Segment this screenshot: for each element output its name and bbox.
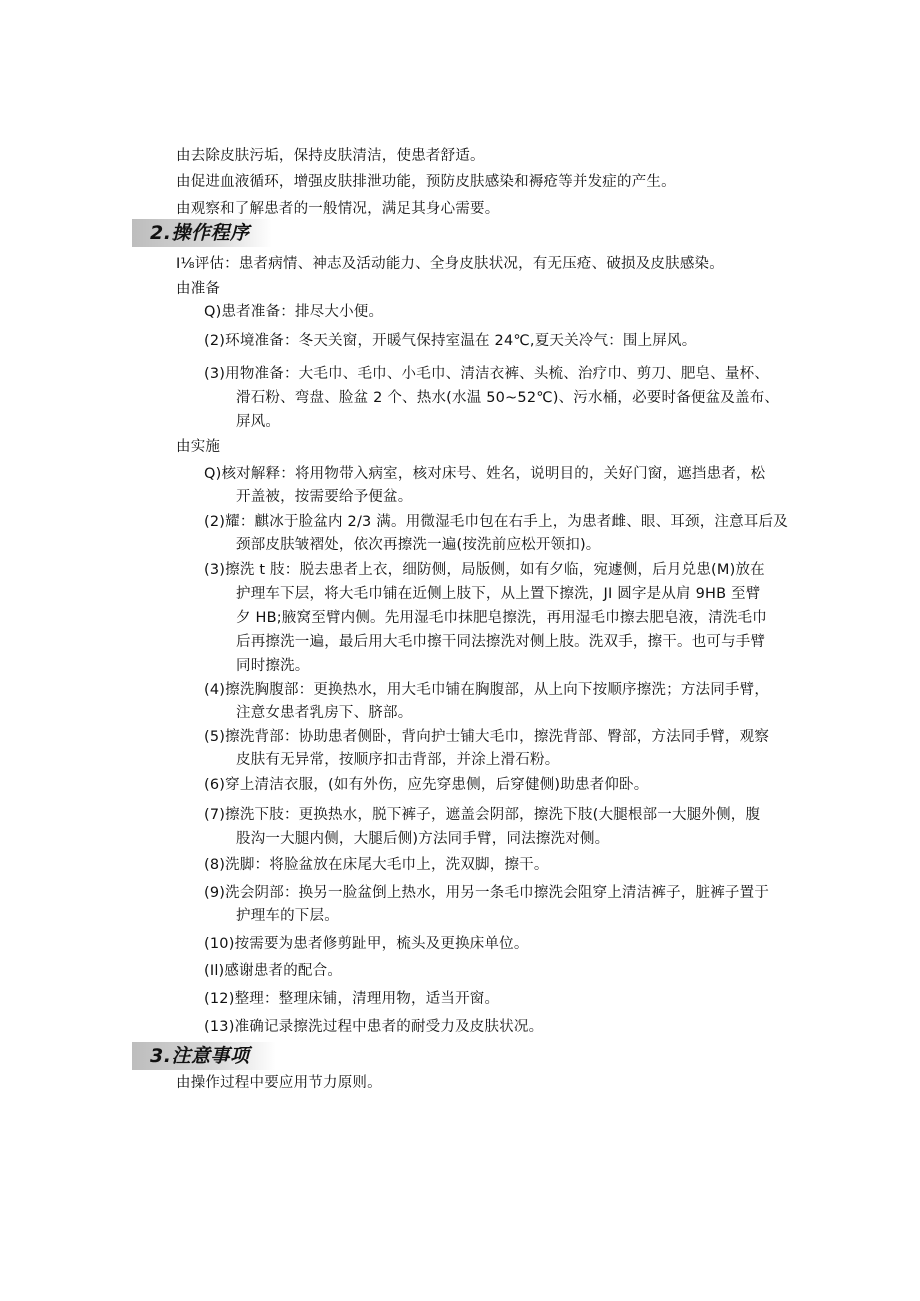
impl-title: 由实施 [176,439,221,455]
impl-line: (3)擦洗 t 肢：脱去患者上衣，细防侧，局版侧，如有夕临，宛遽侧，后月兑患(M)放在 [204,562,765,578]
impl-line: 股沟一大腿内侧，大腿后侧)方法同手臂，同法擦洗对侧。 [236,831,610,847]
impl-line: Q)核对解释：将用物带入病室，核对床号、姓名，说明目的，关好门窗，遮挡患者，松 [204,466,766,482]
impl-line: 护理车下层，将大毛巾铺在近侧上肢下，从上置下擦洗，JI 圆字是从肩 9HB 至臂 [236,586,761,602]
impl-line: (10)按需要为患者修剪趾甲，梳头及更换床单位。 [204,936,529,952]
section-heading-procedure [132,219,272,247]
impl-line: (6)穿上清洁衣服，(如有外伤，应先穿患侧，后穿健侧)助患者仰卧。 [204,777,649,793]
purpose-line-3: 由观察和了解患者的一般情况，满足其身心需要。 [176,201,500,217]
section-heading-notes [132,1042,276,1070]
impl-line: (9)洗会阴部：换另一脸盆倒上热水，用另一条毛巾擦洗会阻穿上清洁裤子，脏裤子置于 [204,885,770,901]
section-title: 2.操作程序 [150,222,250,244]
impl-line: (8)洗脚：将脸盆放在床尾大毛巾上，洗双脚，擦干。 [204,857,549,873]
impl-line: 护理车的下层。 [236,908,339,924]
impl-line: 颈部皮肤皱褶处，依次再擦洗一遍(按洗前应松开领扣)。 [236,537,601,553]
prep-title: 由准备 [176,281,221,297]
prep-line: (3)用物准备：大毛巾、毛巾、小毛巾、清洁衣裤、头梳、治疗巾、剪刀、肥皂、量杯、 [204,366,770,382]
purpose-line-1: 由去除皮肤污垢，保持皮肤清洁，使患者舒适。 [176,148,485,164]
impl-line: 同时擦洗。 [236,658,310,674]
impl-line: 皮肤有无异常，按顺序扣击背部，并涂上滑石粉。 [236,752,560,768]
prep-line: 滑石粉、弯盘、脸盆 2 个、热水(水温 50~52℃)、污水桶，必要时备便盆及盖布、 [236,390,780,406]
impl-line: (4)擦洗胸腹部：更换热水，用大毛巾铺在胸腹部，从上向下按顺序擦洗；方法同手臂， [204,682,770,698]
impl-line: (7)擦洗下肢：更换热水，脱下裤子，遮盖会阴部，擦洗下肢(大腿根部一大腿外侧，腹 [204,807,761,823]
impl-line: (5)擦洗背部：协助患者侧卧，背向护士铺大毛巾，擦洗背部、臀部，方法同手臂，观察 [204,729,770,745]
impl-line: 注意女患者乳房下、脐部。 [236,705,413,721]
prep-line: Q)患者准备：排尽大小便。 [204,304,384,320]
section-title: 3.注意事项 [150,1045,250,1067]
impl-line: 夕 HB;腋窝至臂内侧。先用湿毛巾抹肥皂擦洗，再用湿毛巾擦去肥皂液，清洗毛巾 [236,610,767,626]
prep-line: 屏风。 [236,414,281,430]
impl-line: (12)整理：整理床铺，清理用物，适当开窗。 [204,991,500,1007]
impl-line: 后再擦洗一遍，最后用大毛巾擦干同法擦洗对侧上肢。洗双手，擦干。也可与手臂 [236,634,766,650]
impl-line: (Il)感谢患者的配合。 [204,963,343,979]
prep-line: (2)环境准备：冬天关窗，开暖气保持室温在 24℃,夏天关冷气：围上屏风。 [204,333,697,349]
impl-line: (13)准确记录擦洗过程中患者的耐受力及皮肤状况。 [204,1019,544,1035]
assess-line: I⅛评估：患者病情、神志及活动能力、全身皮肤状况，有无压疮、破损及皮肤感染。 [176,256,724,272]
purpose-line-2: 由促进血液循环，增强皮肤排泄功能，预防皮肤感染和褥疮等并发症的产生。 [176,174,676,190]
impl-line: 开盖被，按需要给予便盆。 [236,489,413,505]
impl-line: (2)耀：麒冰于脸盆内 2/3 满。用微湿毛巾包在右手上，为患者雌、眼、耳颈，注意耳后及 [204,514,788,530]
notes-line: 由操作过程中要应用节力原则。 [176,1075,382,1091]
